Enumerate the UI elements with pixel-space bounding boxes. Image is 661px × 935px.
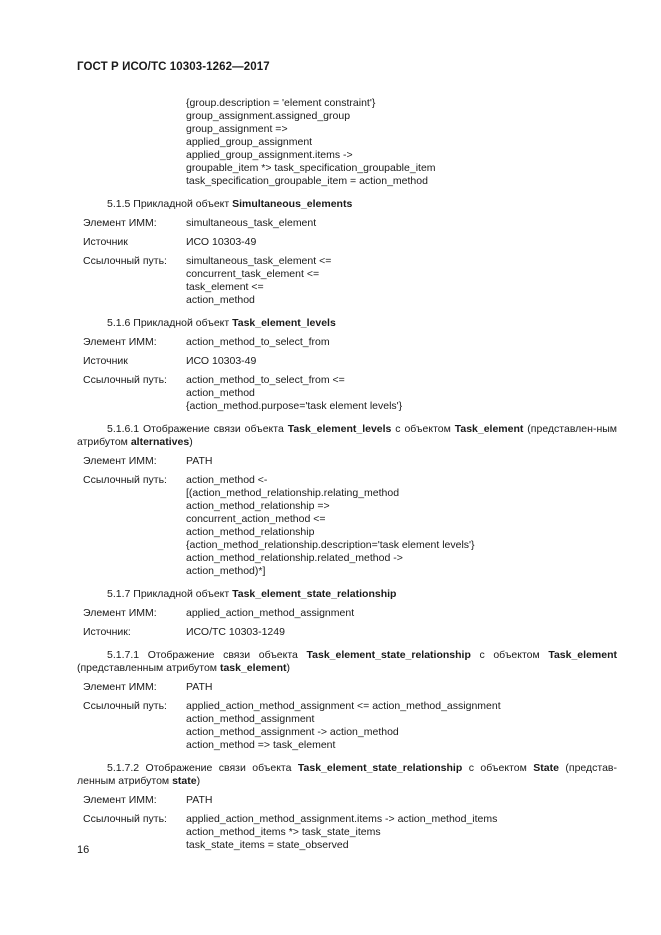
imm-label: Элемент ИММ: [83, 217, 157, 229]
value-line: simultaneous_task_element [186, 217, 317, 229]
entity-name: Task_element_levels [287, 423, 392, 435]
code-line: action_method_items *> task_state_items [186, 826, 381, 838]
value-line: PATH [186, 794, 213, 806]
section-5-1-7-heading [107, 588, 617, 601]
source-value [186, 355, 617, 368]
entity-name: Task_element_state_relationship [297, 762, 463, 774]
attribute-name: alternatives [130, 436, 190, 448]
imm-row [77, 336, 617, 349]
source-value [186, 626, 617, 639]
entity-name: Simultaneous_elements [232, 198, 353, 210]
path-label: Ссылочный путь: [83, 255, 167, 267]
path-value [186, 474, 617, 578]
imm-label: Элемент ИММ: [83, 455, 157, 467]
text-run: ) [189, 436, 193, 448]
value-line: PATH [186, 455, 213, 467]
code-line: action_method_assignment [186, 713, 315, 725]
path-row [77, 700, 617, 752]
page-number: 16 [77, 844, 90, 856]
imm-row [77, 455, 617, 468]
attribute-name: task_element [219, 662, 287, 674]
code-line: action_method_assignment -> action_method [186, 726, 399, 738]
text-run: 5.1.7.2 Отображение связи объекта [107, 762, 298, 774]
attribute-name: state [172, 775, 197, 787]
code-line: concurrent_task_element <= [186, 268, 320, 280]
code-line: action_method_to_select_from <= [186, 374, 345, 386]
code-line: groupable_item *> task_specification_groupable_item [186, 162, 436, 174]
path-value [186, 374, 617, 413]
document-header: ГОСТ Р ИСО/ТС 10303-1262—2017 [77, 61, 270, 73]
value-line: action_method_to_select_from [186, 336, 330, 348]
imm-value [186, 455, 617, 468]
path-label: Ссылочный путь: [83, 474, 167, 486]
code-line: action_method [186, 387, 255, 399]
path-label: Ссылочный путь: [83, 700, 167, 712]
imm-row [77, 217, 617, 230]
value-line: ИСО/ТС 10303-1249 [186, 626, 285, 638]
path-label: Ссылочный путь: [83, 813, 167, 825]
text-run: (представ-ленным атрибутом [77, 762, 617, 787]
path-row [77, 813, 617, 852]
path-value [186, 255, 617, 307]
text-run: (представлен-ным атрибутом [77, 423, 618, 448]
imm-label: Элемент ИММ: [83, 607, 157, 619]
code-line: simultaneous_task_element <= [186, 255, 332, 267]
imm-row [77, 681, 617, 694]
value-line: ИСО 10303-49 [186, 355, 257, 367]
source-label: Источник: [83, 626, 131, 638]
code-line: applied_group_assignment.items -> [186, 149, 353, 161]
imm-row [77, 794, 617, 807]
code-line: action_method => task_element [186, 739, 336, 751]
text-run: ) [196, 775, 201, 787]
code-line: {group.description = 'element constraint'} [186, 97, 376, 109]
source-label: Источник [83, 236, 128, 248]
path-row [77, 255, 617, 307]
section-5-1-7-1-paragraph [77, 649, 617, 675]
entity-name: Task_element [548, 649, 617, 661]
code-line: action_method <- [186, 474, 268, 486]
source-value [186, 236, 617, 249]
imm-value [186, 794, 617, 807]
code-line: group_assignment.assigned_group [186, 110, 351, 122]
path-row [77, 374, 617, 413]
code-line: task_state_items = state_observed [186, 839, 349, 851]
imm-label: Элемент ИММ: [83, 794, 157, 806]
text-run: 5.1.7.1 Отображение связи объекта [107, 649, 307, 661]
path-label: Ссылочный путь: [83, 374, 167, 386]
code-line: task_specification_groupable_item = action_method [186, 175, 428, 187]
code-line: [(action_method_relationship.relating_method [186, 487, 400, 499]
imm-value [186, 607, 617, 620]
section-5-1-5-heading [107, 198, 617, 211]
text-run: 5.1.6.1 Отображение связи объекта [107, 423, 288, 435]
section-prefix: 5.1.5 Прикладной объект [107, 198, 233, 210]
source-row [77, 236, 617, 249]
code-line: applied_action_method_assignment.items -> action_method_items [186, 813, 498, 825]
imm-label: Элемент ИММ: [83, 681, 157, 693]
page-content [77, 97, 617, 852]
imm-value [186, 217, 617, 230]
path-value [186, 700, 617, 752]
source-label: Источник [83, 355, 128, 367]
code-line: concurrent_action_method <= [186, 513, 326, 525]
source-row [77, 626, 617, 639]
section-5-1-6-heading [107, 317, 617, 330]
code-line: task_element <= [186, 281, 264, 293]
text-run: с объектом [470, 649, 549, 661]
intro-code-block [186, 97, 617, 188]
path-row [77, 474, 617, 578]
entity-name: Task_element_state_relationship [306, 649, 471, 661]
code-line: action_method_relationship.related_method -> [186, 552, 403, 564]
code-line: action_method [186, 294, 255, 306]
section-5-1-6-1-paragraph [77, 423, 617, 449]
entity-name: Task_element_state_relationship [232, 588, 397, 600]
imm-value [186, 336, 617, 349]
text-run: ) [286, 662, 290, 674]
entity-name: State [533, 762, 559, 774]
code-line: {action_method.purpose='task element levels'} [186, 400, 403, 412]
code-line: applied_action_method_assignment <= action_method_assignment [186, 700, 501, 712]
text-run: с объектом [462, 762, 534, 774]
code-line: applied_group_assignment [186, 136, 313, 148]
imm-row [77, 607, 617, 620]
entity-name: Task_element [454, 423, 524, 435]
section-5-1-7-2-paragraph [77, 762, 617, 788]
value-line: ИСО 10303-49 [186, 236, 257, 248]
entity-name: Task_element_levels [232, 317, 336, 329]
section-prefix: 5.1.7 Прикладной объект [107, 588, 233, 600]
code-line: group_assignment => [186, 123, 288, 135]
code-line: action_method_relationship [186, 526, 315, 538]
value-line: PATH [186, 681, 213, 693]
text-run: (представленным атрибутом [77, 662, 220, 674]
section-prefix: 5.1.6 Прикладной объект [107, 317, 233, 329]
path-value [186, 813, 617, 852]
source-row [77, 355, 617, 368]
value-line: applied_action_method_assignment [186, 607, 355, 619]
imm-value [186, 681, 617, 694]
code-line: {action_method_relationship.description='task element levels'} [186, 539, 475, 551]
text-run: с объектом [391, 423, 455, 435]
code-line: action_method_relationship => [186, 500, 330, 512]
imm-label: Элемент ИММ: [83, 336, 157, 348]
code-line: action_method)*] [186, 565, 266, 577]
